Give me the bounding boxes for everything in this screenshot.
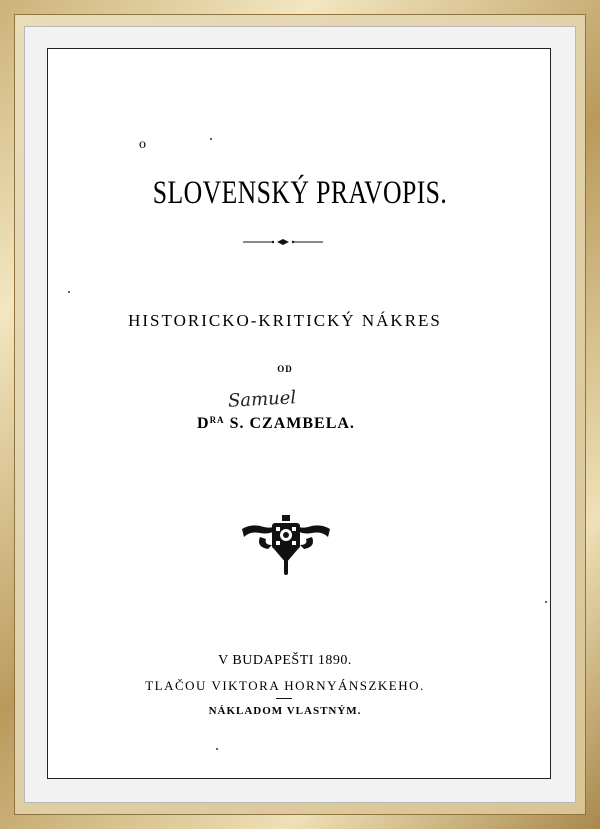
- title-rule-ornament: [243, 237, 323, 247]
- book-subtitle: HISTORICKO-KRITICKÝ NÁKRES: [128, 311, 442, 330]
- small-mark: o: [139, 137, 146, 152]
- handwritten-note: Samuel: [227, 387, 297, 412]
- printer-ornament: [242, 515, 330, 575]
- printer-line: TLAČOU VIKTORA HORNYÁNSZKEHO.: [145, 678, 425, 693]
- author-line: [197, 415, 355, 433]
- page-speck: [68, 291, 70, 293]
- page-speck: [216, 748, 218, 750]
- short-rule: [276, 698, 292, 699]
- book-title: SLOVENSKÝ PRAVOPIS.: [152, 175, 448, 211]
- author-prefix: $D^{RA}$: [197, 415, 225, 432]
- title-page: [47, 48, 551, 779]
- publisher-line: NÁKLADOM VLASTNÝM.: [208, 705, 362, 717]
- page-speck: [210, 138, 212, 140]
- page-speck: [545, 601, 547, 603]
- by-label: OD: [277, 364, 293, 374]
- author-name: S. CZAMBELA.: [229, 415, 355, 432]
- place-and-year: V BUDAPEŠTI 1890.: [218, 653, 352, 668]
